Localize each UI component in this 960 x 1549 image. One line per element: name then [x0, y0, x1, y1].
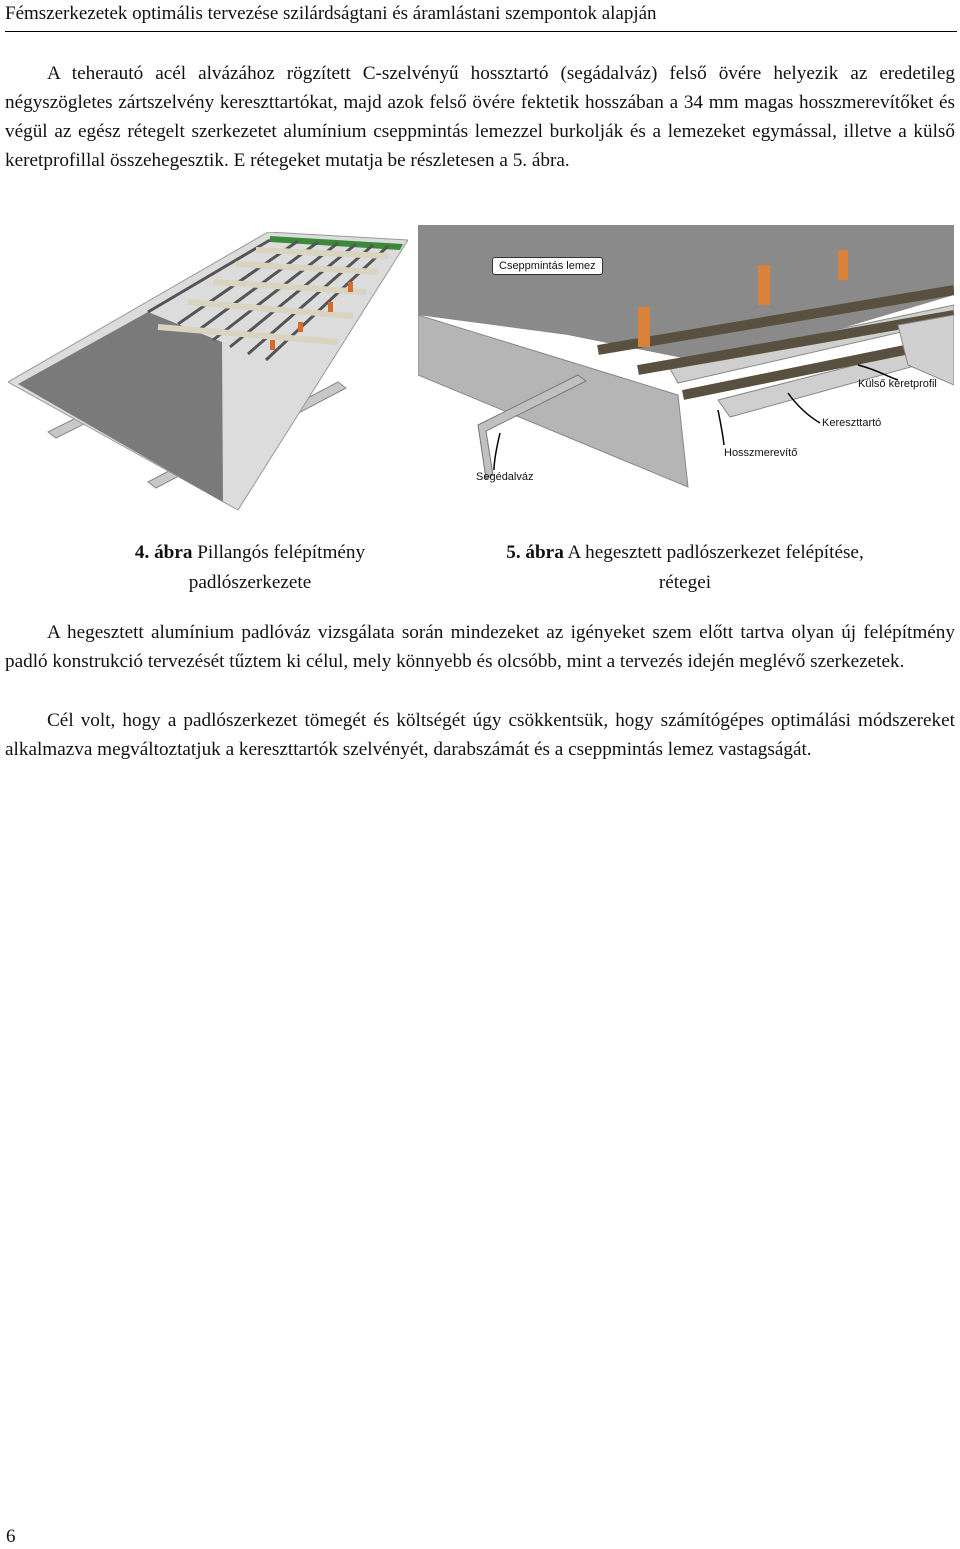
- figure-5-caption-number: 5. ábra: [506, 542, 564, 563]
- figure-5-layer-detail: [418, 225, 954, 507]
- label-stiffener: Hosszmerevítő: [724, 447, 798, 459]
- label-checker-plate: Cseppmintás lemez: [492, 257, 603, 275]
- running-header: [5, 2, 957, 32]
- running-header-title: Fémszerkezetek optimális tervezése szilárdságtani és áramlástani szempontok alapján: [5, 3, 657, 24]
- figure-4-caption-line2: padlószerkezete: [188, 572, 312, 593]
- figure-5-caption: [440, 538, 930, 598]
- paragraph-goal: A hegesztett alumínium padlóváz vizsgálata során mindezeket az igényeket szem előtt tartva olyan új felépítmény padló konstrukció tervezését tűztem ki célul, mely könnyebb és olcsóbb, mint a tervezés idején meglévő szerkezetek.: [5, 622, 955, 672]
- figure-4-caption: [60, 538, 440, 598]
- figure-5-caption-line2: rétegei: [658, 572, 712, 593]
- label-outer-frame: Külső keretprofil: [858, 378, 937, 390]
- page-number: 6: [6, 1526, 16, 1547]
- paragraph-objective: Cél volt, hogy a padlószerkezet tömegét és költségét úgy csökkentsük, hogy számítógépes optimálási módszereket alkalmazva megváltoztatjuk a kereszttartók szelvényét, darabszámát és a cseppmintás lemez vastagságát.: [5, 710, 955, 760]
- label-crossbeam: Kereszttartó: [822, 417, 882, 429]
- figure-4-caption-line1: Pillangós felépítmény: [197, 542, 366, 563]
- figure-4-floor-structure: [8, 232, 408, 512]
- paragraph-layers: A teherautó acél alvázához rögzített C-szelvényű hossztartó (segádalváz) felső övére helyezik az eredetileg négyszögletes zártszelvény kereszttartókat, majd azok felső övére fektetik hosszában a 34 mm magas hosszmerevítőket és végül az egész rétegelt szerkezetet alumínium cseppmintás lemezzel burkolják és a lemezeket egymással, illetve a külső keretprofillal összehegesztik. E rétegeket mutatja be részletesen a 5. ábra.: [5, 63, 955, 171]
- figure-4-caption-number: 4. ábra: [134, 542, 193, 563]
- figure-5-caption-line1: A hegesztett padlószerkezet felépítése,: [567, 542, 864, 563]
- label-subframe: Segédalváz: [476, 471, 534, 483]
